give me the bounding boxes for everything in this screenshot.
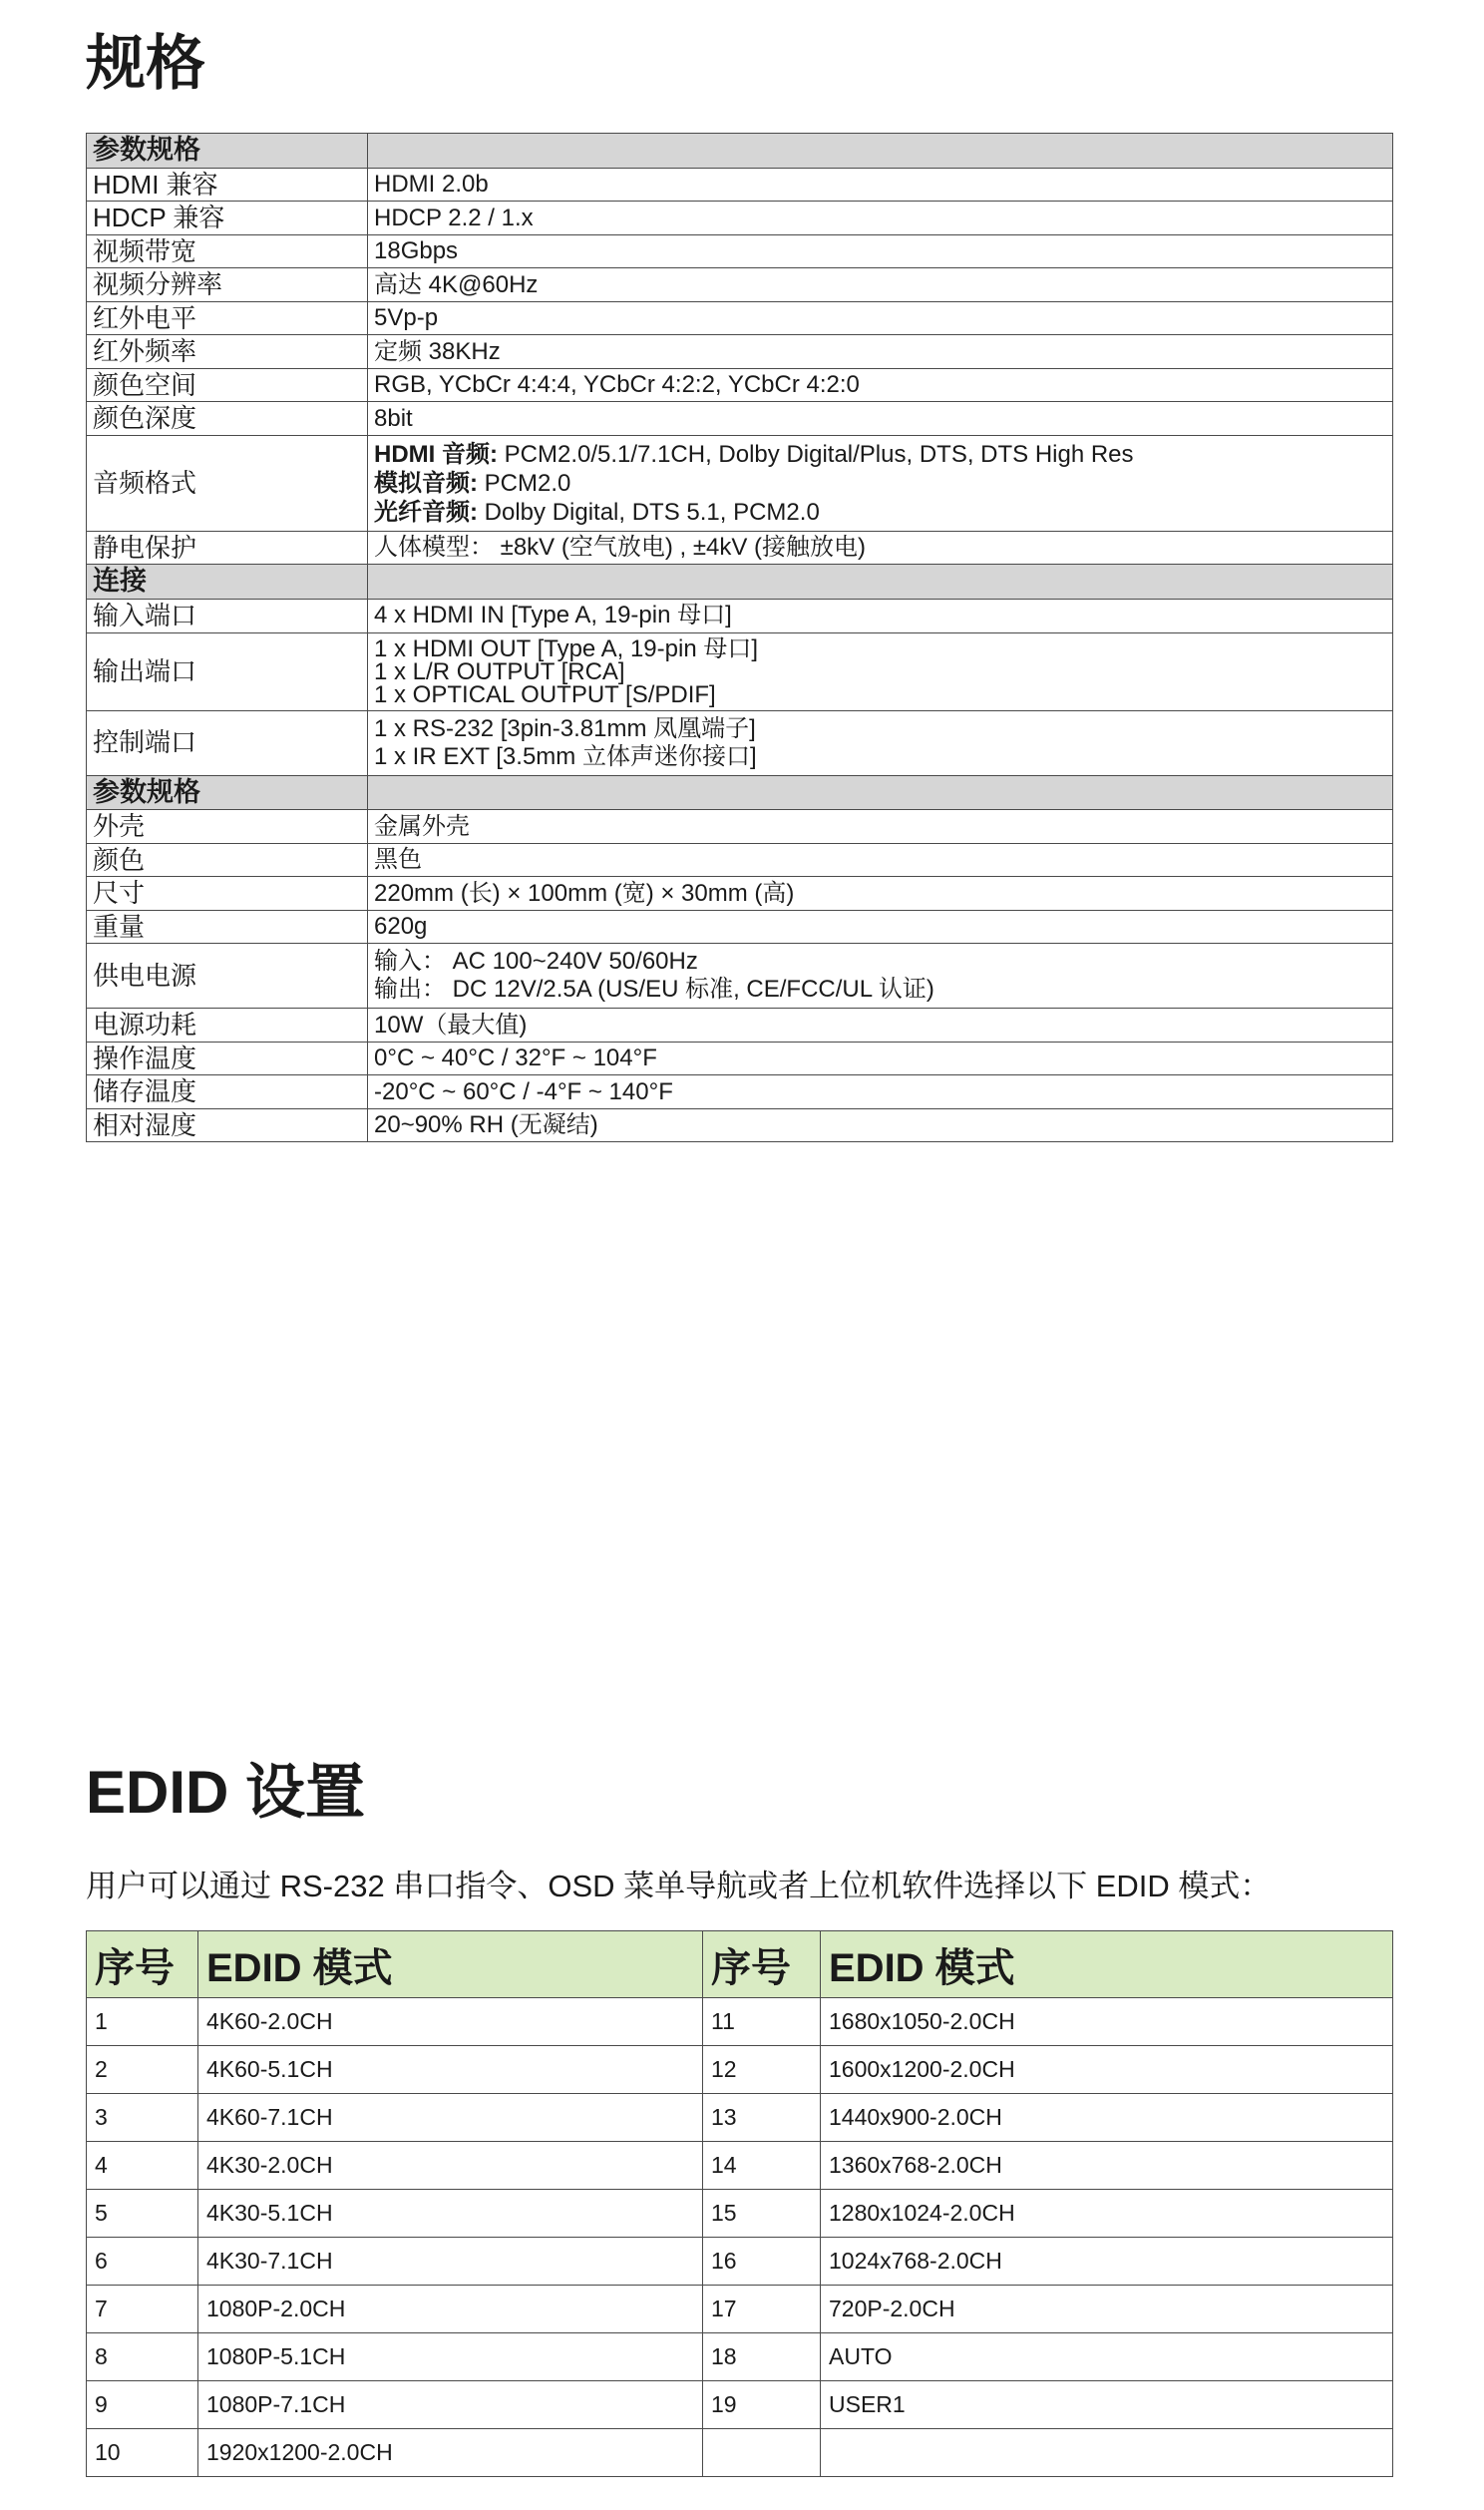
spec-section-value bbox=[368, 565, 1393, 600]
edid-index-cell: 5 bbox=[87, 2190, 198, 2238]
edid-header-row bbox=[87, 1931, 1393, 1998]
edid-index-cell: 17 bbox=[703, 2286, 821, 2333]
spec-value bbox=[368, 877, 1393, 911]
edid-mode-cell: 4K30-5.1CH bbox=[198, 2190, 703, 2238]
spec-value bbox=[368, 402, 1393, 436]
edid-index-cell: 10 bbox=[87, 2429, 198, 2477]
spec-value bbox=[368, 810, 1393, 844]
edid-index-cell: 3 bbox=[87, 2094, 198, 2142]
spec-label: 连接 bbox=[87, 565, 368, 600]
spec-value bbox=[368, 168, 1393, 202]
spec-value-line: 4 x HDMI IN [Type A, 19-pin 母口] bbox=[374, 602, 732, 629]
audio-format-line bbox=[374, 440, 1386, 469]
edid-index-cell: 9 bbox=[87, 2381, 198, 2429]
spec-label: 颜色空间 bbox=[87, 368, 368, 402]
edid-mode-cell: 1080P-7.1CH bbox=[198, 2381, 703, 2429]
edid-row bbox=[87, 2190, 1393, 2238]
edid-row bbox=[87, 1998, 1393, 2046]
spec-value bbox=[368, 1108, 1393, 1142]
spec-value-line: 1 x IR EXT [3.5mm 立体声迷你接口] bbox=[374, 742, 757, 770]
spec-value bbox=[368, 368, 1393, 402]
spec-label: 参数规格 bbox=[87, 775, 368, 810]
spec-section-row bbox=[87, 775, 1393, 810]
edid-index-cell: 19 bbox=[703, 2381, 821, 2429]
spec-value bbox=[368, 710, 1393, 775]
spec-label: 储存温度 bbox=[87, 1075, 368, 1109]
spec-row bbox=[87, 435, 1393, 531]
spec-row bbox=[87, 234, 1393, 268]
spec-label: 重量 bbox=[87, 910, 368, 944]
edid-mode-cell: 1600x1200-2.0CH bbox=[821, 2046, 1393, 2094]
spec-value-line: 0°C ~ 40°C / 32°F ~ 104°F bbox=[374, 1045, 657, 1071]
spec-section-value bbox=[368, 134, 1393, 169]
edid-mode-cell: 1080P-2.0CH bbox=[198, 2286, 703, 2333]
spec-row bbox=[87, 877, 1393, 911]
spec-row bbox=[87, 368, 1393, 402]
audio-format-line bbox=[374, 498, 1386, 527]
spec-row bbox=[87, 1009, 1393, 1043]
spec-label: 输入端口 bbox=[87, 600, 368, 633]
spec-value bbox=[368, 202, 1393, 235]
edid-row bbox=[87, 2238, 1393, 2286]
edid-index-cell: 4 bbox=[87, 2142, 198, 2190]
edid-header-index: 序号 bbox=[87, 1931, 198, 1998]
spec-value-line: HDMI 2.0b bbox=[374, 171, 489, 198]
spec-value bbox=[368, 632, 1393, 710]
edid-mode-cell: 4K60-5.1CH bbox=[198, 2046, 703, 2094]
edid-index-cell: 16 bbox=[703, 2238, 821, 2286]
spec-row bbox=[87, 168, 1393, 202]
edid-header-mode: EDID 模式 bbox=[821, 1931, 1393, 1998]
edid-row bbox=[87, 2381, 1393, 2429]
spec-label: HDCP 兼容 bbox=[87, 202, 368, 235]
spec-value-line: 20~90% RH (无凝结) bbox=[374, 1111, 598, 1138]
edid-mode-cell bbox=[821, 2429, 1393, 2477]
audio-format-value: PCM2.0 bbox=[478, 469, 571, 497]
edid-row bbox=[87, 2142, 1393, 2190]
edid-index-cell: 14 bbox=[703, 2142, 821, 2190]
spec-label: 输出端口 bbox=[87, 632, 368, 710]
spec-label: HDMI 兼容 bbox=[87, 168, 368, 202]
edid-index-cell: 7 bbox=[87, 2286, 198, 2333]
edid-mode-cell: 1080P-5.1CH bbox=[198, 2333, 703, 2381]
edid-mode-cell: USER1 bbox=[821, 2381, 1393, 2429]
edid-mode-cell: 1024x768-2.0CH bbox=[821, 2238, 1393, 2286]
spec-row bbox=[87, 268, 1393, 302]
spec-value-line: 人体模型： ±8kV (空气放电) , ±4kV (接触放电) bbox=[374, 534, 867, 561]
spec-label: 电源功耗 bbox=[87, 1009, 368, 1043]
spec-row bbox=[87, 710, 1393, 775]
spec-row bbox=[87, 910, 1393, 944]
spec-row bbox=[87, 632, 1393, 710]
audio-format-label: 模拟音频: bbox=[374, 469, 478, 497]
spec-row bbox=[87, 843, 1393, 877]
edid-index-cell: 6 bbox=[87, 2238, 198, 2286]
spec-label: 颜色 bbox=[87, 843, 368, 877]
spec-section-row bbox=[87, 565, 1393, 600]
spec-label: 视频带宽 bbox=[87, 234, 368, 268]
spec-row bbox=[87, 202, 1393, 235]
edid-row bbox=[87, 2333, 1393, 2381]
spec-row bbox=[87, 402, 1393, 436]
spec-row bbox=[87, 335, 1393, 369]
spec-row bbox=[87, 810, 1393, 844]
edid-mode-cell: 1680x1050-2.0CH bbox=[821, 1998, 1393, 2046]
spec-value-line: 输出： DC 12V/2.5A (US/EU 标准, CE/FCC/UL 认证) bbox=[374, 976, 934, 1004]
audio-format-value: PCM2.0/5.1/7.1CH, Dolby Digital/Plus, DTS, DTS High Res bbox=[497, 440, 1134, 468]
spec-value bbox=[368, 843, 1393, 877]
spec-value-line: 620g bbox=[374, 913, 428, 940]
audio-format-label: HDMI 音频: bbox=[374, 440, 498, 468]
edid-mode-cell: 4K30-2.0CH bbox=[198, 2142, 703, 2190]
spec-value-line: RGB, YCbCr 4:4:4, YCbCr 4:2:2, YCbCr 4:2:0 bbox=[374, 371, 860, 398]
spec-value bbox=[368, 301, 1393, 335]
edid-mode-cell: 1440x900-2.0CH bbox=[821, 2094, 1393, 2142]
edid-index-cell: 1 bbox=[87, 1998, 198, 2046]
spec-value-line: 定频 38KHz bbox=[374, 337, 501, 365]
spec-label: 红外频率 bbox=[87, 335, 368, 369]
spec-title: 规格 bbox=[86, 30, 205, 97]
spec-value-line: -20°C ~ 60°C / -4°F ~ 140°F bbox=[374, 1077, 673, 1105]
spec-row bbox=[87, 1075, 1393, 1109]
edid-mode-cell: 720P-2.0CH bbox=[821, 2286, 1393, 2333]
edid-index-cell: 2 bbox=[87, 2046, 198, 2094]
spec-label: 供电电源 bbox=[87, 944, 368, 1009]
spec-value-line: HDCP 2.2 / 1.x bbox=[374, 204, 534, 231]
spec-value bbox=[368, 234, 1393, 268]
edid-header-index: 序号 bbox=[703, 1931, 821, 1998]
spec-value-line: 10W（最大值) bbox=[374, 1011, 528, 1039]
spec-value-line: 1 x OPTICAL OUTPUT [S/PDIF] bbox=[374, 680, 716, 708]
edid-index-cell: 13 bbox=[703, 2094, 821, 2142]
spec-value bbox=[368, 1075, 1393, 1109]
spec-label: 控制端口 bbox=[87, 710, 368, 775]
edid-index-cell: 18 bbox=[703, 2333, 821, 2381]
spec-value bbox=[368, 944, 1393, 1009]
edid-row bbox=[87, 2429, 1393, 2477]
spec-label: 红外电平 bbox=[87, 301, 368, 335]
edid-index-cell: 12 bbox=[703, 2046, 821, 2094]
spec-value-line: 黑色 bbox=[374, 846, 422, 873]
spec-label: 音频格式 bbox=[87, 435, 368, 531]
spec-row bbox=[87, 944, 1393, 1009]
edid-index-cell: 8 bbox=[87, 2333, 198, 2381]
edid-row bbox=[87, 2094, 1393, 2142]
spec-value bbox=[368, 600, 1393, 633]
edid-row bbox=[87, 2286, 1393, 2333]
spec-value-line: 1 x RS-232 [3pin-3.81mm 凤凰端子] bbox=[374, 714, 756, 742]
spec-value bbox=[368, 1009, 1393, 1043]
edid-index-cell: 11 bbox=[703, 1998, 821, 2046]
edid-mode-cell: 4K30-7.1CH bbox=[198, 2238, 703, 2286]
spec-value bbox=[368, 531, 1393, 565]
spec-value-line: 金属外壳 bbox=[374, 812, 470, 840]
spec-table bbox=[86, 133, 1393, 1142]
edid-mode-cell: 4K60-2.0CH bbox=[198, 1998, 703, 2046]
spec-row bbox=[87, 1042, 1393, 1075]
spec-value-line: 220mm (长) × 100mm (宽) × 30mm (高) bbox=[374, 879, 795, 907]
spec-value-line: 1 x HDMI OUT [Type A, 19-pin 母口] bbox=[374, 634, 759, 662]
edid-mode-cell: 1280x1024-2.0CH bbox=[821, 2190, 1393, 2238]
spec-label: 外壳 bbox=[87, 810, 368, 844]
spec-label: 参数规格 bbox=[87, 134, 368, 169]
edid-mode-cell: AUTO bbox=[821, 2333, 1393, 2381]
spec-value-line: 1 x L/R OUTPUT [RCA] bbox=[374, 657, 625, 685]
spec-label: 相对湿度 bbox=[87, 1108, 368, 1142]
spec-value bbox=[368, 435, 1393, 531]
spec-value-line: 输入： AC 100~240V 50/60Hz bbox=[374, 948, 698, 976]
edid-mode-cell: 1920x1200-2.0CH bbox=[198, 2429, 703, 2477]
audio-format-label: 光纤音频: bbox=[374, 498, 478, 526]
spec-row bbox=[87, 1108, 1393, 1142]
edid-mode-cell: 1360x768-2.0CH bbox=[821, 2142, 1393, 2190]
edid-mode-cell: 4K60-7.1CH bbox=[198, 2094, 703, 2142]
spec-row bbox=[87, 600, 1393, 633]
spec-value-line: 5Vp-p bbox=[374, 304, 439, 331]
spec-value bbox=[368, 910, 1393, 944]
audio-format-line bbox=[374, 469, 1386, 498]
spec-row bbox=[87, 301, 1393, 335]
spec-label: 静电保护 bbox=[87, 531, 368, 565]
edid-index-cell: 15 bbox=[703, 2190, 821, 2238]
spec-value-line: 8bit bbox=[374, 404, 413, 432]
edid-title: EDID 设置 bbox=[86, 1759, 366, 1826]
spec-section-row bbox=[87, 134, 1393, 169]
edid-table bbox=[86, 1930, 1393, 2477]
spec-label: 尺寸 bbox=[87, 877, 368, 911]
spec-value bbox=[368, 1042, 1393, 1075]
spec-label: 颜色深度 bbox=[87, 402, 368, 436]
edid-index-cell bbox=[703, 2429, 821, 2477]
spec-label: 视频分辨率 bbox=[87, 268, 368, 302]
edid-header-mode: EDID 模式 bbox=[198, 1931, 703, 1998]
edid-intro: 用户可以通过 RS-232 串口指令、OSD 菜单导航或者上位机软件选择以下 EDID 模式： bbox=[86, 1869, 1272, 1903]
spec-label: 操作温度 bbox=[87, 1042, 368, 1075]
spec-value bbox=[368, 268, 1393, 302]
spec-value-line: 高达 4K@60Hz bbox=[374, 270, 539, 298]
spec-value-line: 18Gbps bbox=[374, 237, 459, 264]
edid-row bbox=[87, 2046, 1393, 2094]
spec-section-value bbox=[368, 775, 1393, 810]
audio-format-value: Dolby Digital, DTS 5.1, PCM2.0 bbox=[478, 498, 820, 526]
spec-row bbox=[87, 531, 1393, 565]
spec-value bbox=[368, 335, 1393, 369]
